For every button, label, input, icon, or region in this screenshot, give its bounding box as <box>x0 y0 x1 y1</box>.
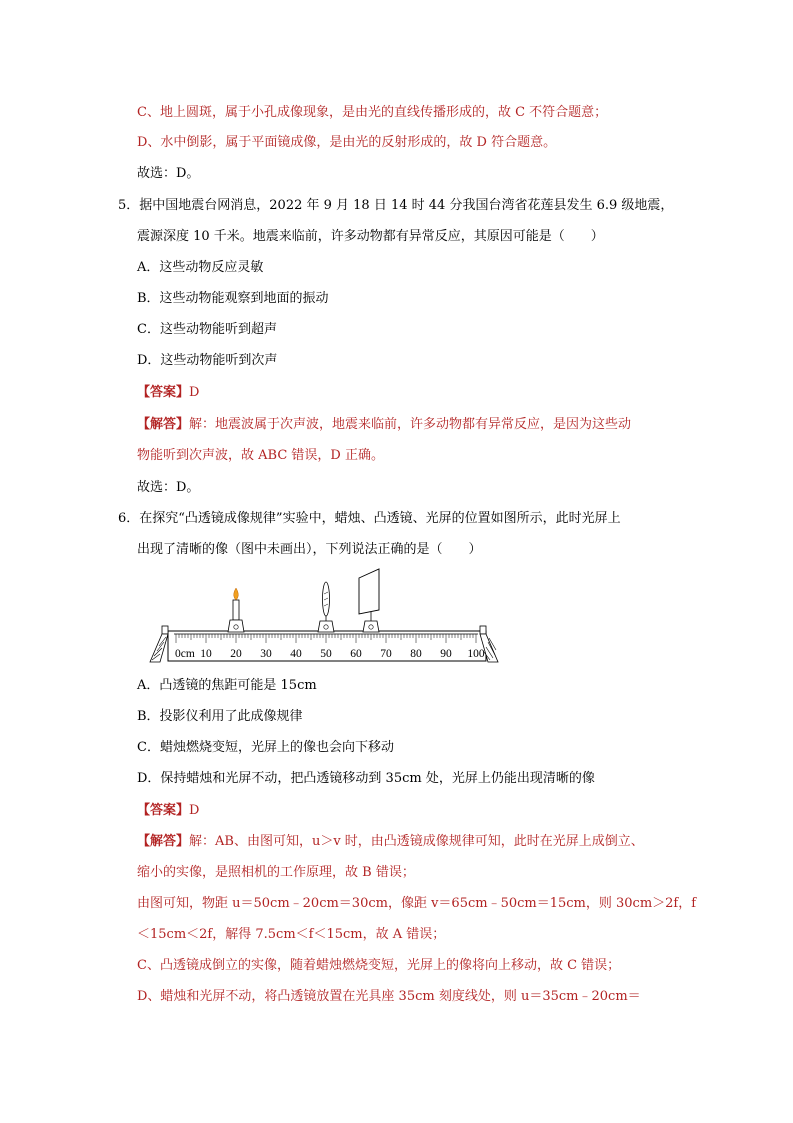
ruler-label: 50 <box>320 648 332 660</box>
q5-stem-line1: 5．据中国地震台网消息，2022 年 9 月 18 日 14 时 44 分我国台湾省花莲县发生 6.9 级地震， <box>118 198 674 213</box>
analysis-text: 解：AB、由图可知，u＞v 时，由凸透镜成像规律可知，此时在光屏上成倒立、 <box>189 834 644 849</box>
q5-analysis-line1 <box>137 417 631 433</box>
prev-choose: 故选：D。 <box>137 166 200 181</box>
answer-tag: 【答案】 <box>137 803 190 818</box>
answer-value: D <box>189 803 200 818</box>
candle <box>228 588 244 632</box>
q5-option-d: D．这些动物能听到次声 <box>137 353 278 368</box>
q6-option-a: A．凸透镜的焦距可能是 15cm <box>137 678 317 693</box>
ruler-label: 20 <box>230 648 242 660</box>
prev-option-d-analysis: D、水中倒影，属于平面镜成像，是由光的反射形成的，故 D 符合题意。 <box>137 135 557 150</box>
ruler-label: 40 <box>290 648 302 660</box>
q6-analysis-line6: D、蜡烛和光屏不动，将凸透镜放置在光具座 35cm 刻度线处，则 u＝35cm﹣20cm＝ <box>137 989 641 1004</box>
convex-lens <box>318 582 334 632</box>
q6-analysis-line5: C、凸透镜成倒立的实像，随着蜡烛燃烧变短，光屏上的像将向上移动，故 C 错误； <box>137 958 621 973</box>
ruler-label: 90 <box>440 648 452 660</box>
q6-analysis-line1 <box>137 834 644 850</box>
analysis-text: 解：地震波属于次声波，地震来临前，许多动物都有异常反应，是因为这些动 <box>189 417 632 432</box>
q6-analysis-line4: ＜15cm＜2f，解得 7.5cm＜f＜15cm，故 A 错误； <box>137 927 446 942</box>
q6-analysis-line3: 由图可知，物距 u＝50cm﹣20cm＝30cm，像距 v＝65cm﹣50cm＝15cm，则 30cm＞2f，f <box>137 896 697 911</box>
optical-bench-figure <box>148 566 508 666</box>
q6-answer <box>137 803 199 819</box>
q6-analysis-line2: 缩小的实像，是照相机的工作原理，故 B 错误； <box>137 865 415 880</box>
q6-option-c: C．蜡烛燃烧变短，光屏上的像也会向下移动 <box>137 740 394 755</box>
bench-left-leg <box>150 626 168 662</box>
ruler-label: 100 <box>467 648 485 660</box>
q5-option-a: A．这些动物反应灵敏 <box>137 260 264 275</box>
q5-answer <box>137 385 199 401</box>
answer-tag: 【答案】 <box>137 385 190 400</box>
ruler-label: 80 <box>410 648 422 660</box>
q6-option-d: D．保持蜡烛和光屏不动，把凸透镜移动到 35cm 处，光屏上仍能出现清晰的像 <box>137 771 595 786</box>
analysis-tag: 【解答】 <box>137 417 190 432</box>
q6-option-b: B．投影仪利用了此成像规律 <box>137 709 303 724</box>
q5-stem-line2: 震源深度 10 千米。地震来临前，许多动物都有异常反应，其原因可能是（ ） <box>137 229 604 244</box>
q5-option-b: B．这些动物能观察到地面的振动 <box>137 291 329 306</box>
q5-option-c: C．这些动物能听到超声 <box>137 322 277 337</box>
q5-choose: 故选：D。 <box>137 480 200 495</box>
ruler-label: 60 <box>350 648 362 660</box>
q5-analysis-line2: 物能听到次声波，故 ABC 错误，D 正确。 <box>137 448 384 463</box>
ruler-label: 10 <box>200 648 212 660</box>
q6-stem-line2: 出现了清晰的像（图中未画出），下列说法正确的是（ ） <box>137 542 482 557</box>
analysis-tag: 【解答】 <box>137 834 190 849</box>
ruler-label: 30 <box>260 648 272 660</box>
answer-value: D <box>189 385 200 400</box>
prev-option-c-analysis: C、地上圆斑，属于小孔成像现象，是由光的直线传播形成的，故 C 不符合题意； <box>137 105 608 120</box>
ruler-label: 0cm <box>175 648 195 660</box>
light-screen <box>359 569 379 632</box>
q6-stem-line1: 6．在探究“凸透镜成像规律”实验中，蜡烛、凸透镜、光屏的位置如图所示，此时光屏上 <box>118 511 621 526</box>
ruler-label: 70 <box>380 648 392 660</box>
